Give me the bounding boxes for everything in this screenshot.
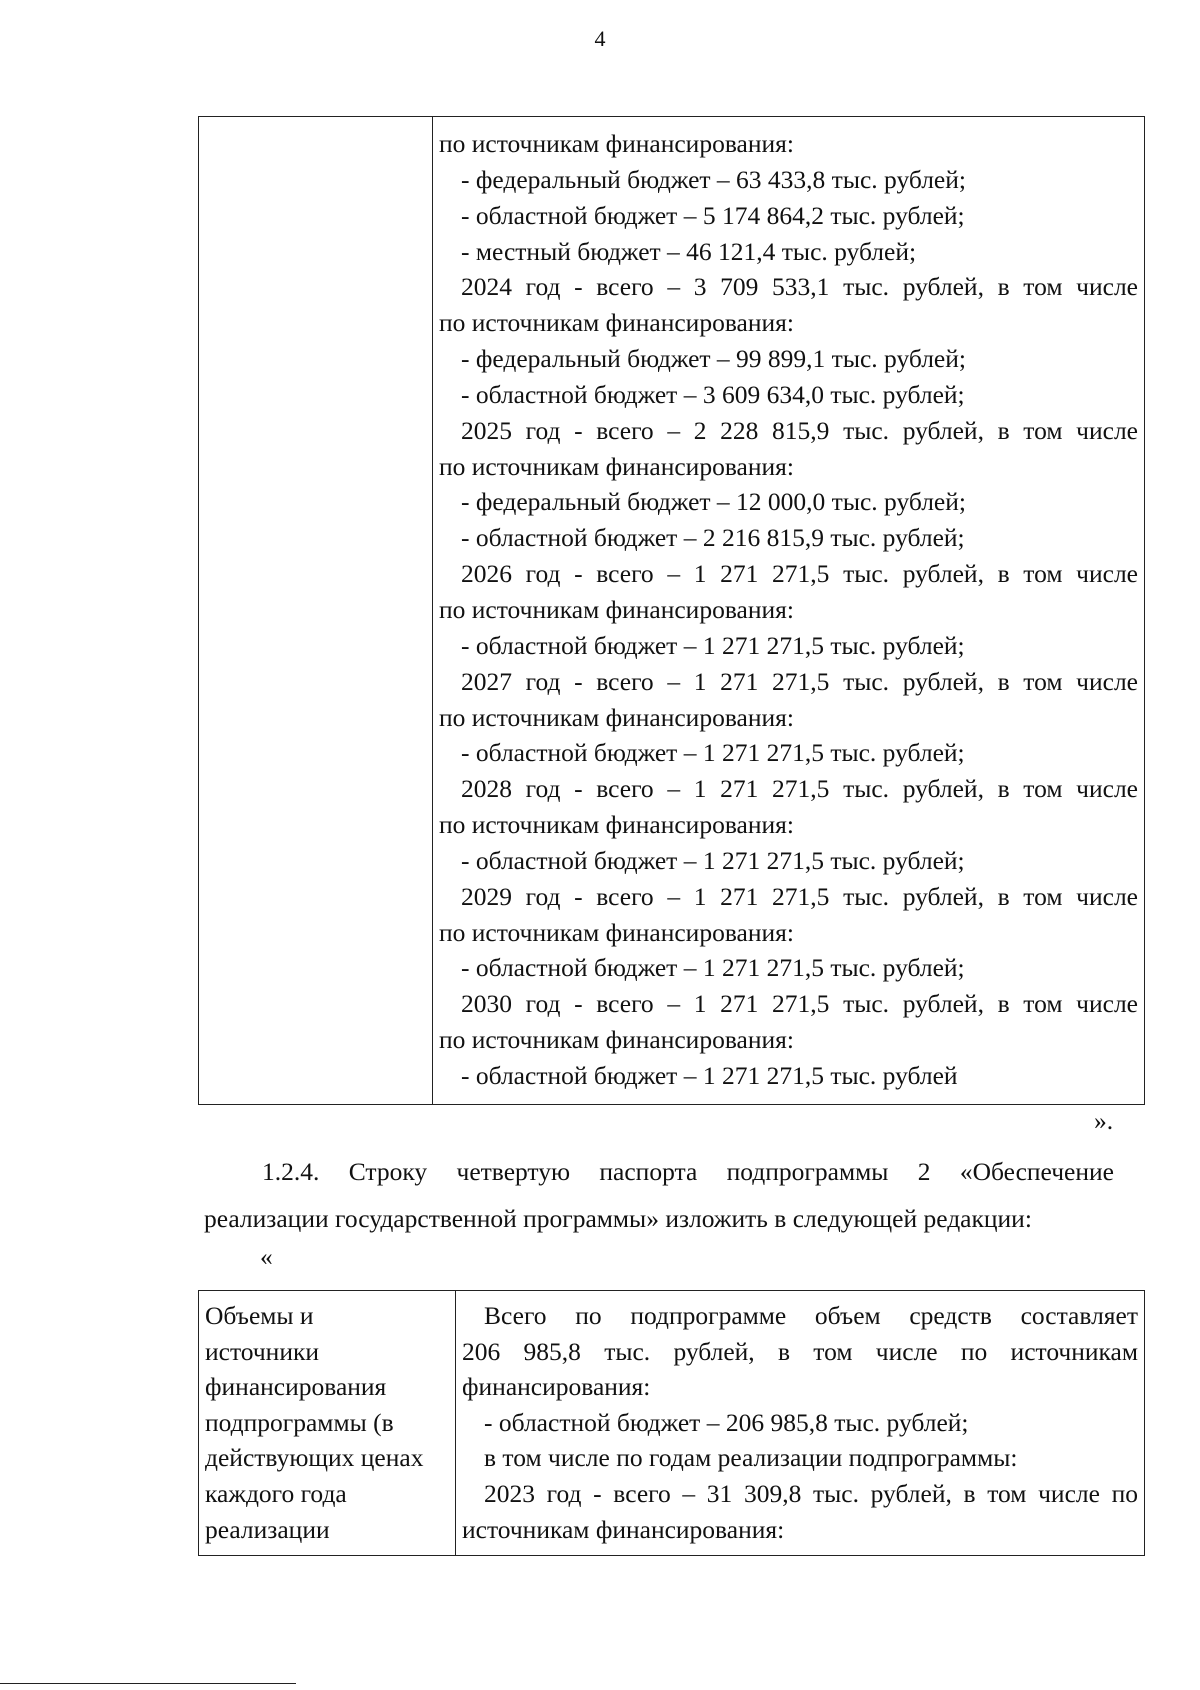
table-value-cell: [456, 1291, 1145, 1556]
financing-line: 2027 год - всего – 1 271 271,5 тыс. рублей, в том числе: [461, 666, 1138, 696]
row-label: [205, 1298, 451, 1547]
table-value-cell: [433, 117, 1145, 1105]
financing-line: по источникам финансирования:: [439, 451, 794, 481]
financing-line: - областной бюджет – 3 609 634,0 тыс. рублей;: [461, 379, 965, 409]
value-line: - областной бюджет – 206 985,8 тыс. рублей;: [484, 1407, 969, 1437]
financing-line: по источникам финансирования:: [439, 702, 794, 732]
page-number: 4: [594, 26, 606, 51]
financing-line: 2030 год - всего – 1 271 271,5 тыс. рублей, в том числе: [461, 989, 1138, 1019]
label-line: источники: [205, 1336, 320, 1366]
financing-line: 2025 год - всего – 2 228 815,9 тыс. рублей, в том числе: [461, 415, 1138, 445]
financing-line: - местный бюджет – 46 121,4 тыс. рублей;: [461, 236, 917, 266]
table-row: [199, 117, 1145, 1105]
opening-quote: «: [260, 1242, 273, 1271]
financing-line: по источникам финансирования:: [439, 129, 794, 158]
subprogram-passport-table: [198, 1290, 1145, 1556]
financing-line: по источникам финансирования:: [439, 1025, 794, 1055]
label-line: Объемы и: [205, 1301, 314, 1330]
financing-table-continued: [198, 116, 1145, 1105]
value-line: в том числе по годам реализации подпрограммы:: [484, 1443, 1018, 1473]
paragraph-line: реализации государственной программы» изложить в следующей редакции:: [204, 1204, 1032, 1233]
value-line: 2023 год - всего – 31 309,8 тыс. рублей, в том числе по: [484, 1478, 1138, 1508]
financing-line: по источникам финансирования:: [439, 810, 794, 840]
financing-line: 2026 год - всего – 1 271 271,5 тыс. рублей, в том числе: [461, 559, 1138, 589]
financing-line: 2029 год - всего – 1 271 271,5 тыс. рублей, в том числе: [461, 881, 1138, 911]
label-line: подпрограммы (в: [205, 1407, 394, 1437]
label-line: реализации: [205, 1514, 330, 1544]
table-label-cell: [199, 1291, 456, 1556]
value-line: финансирования:: [462, 1372, 651, 1402]
table-row: [199, 1291, 1145, 1556]
financing-line: - областной бюджет – 5 174 864,2 тыс. рублей;: [461, 200, 965, 230]
financing-lines: [439, 126, 1138, 1094]
financing-line: по источникам финансирования:: [439, 308, 794, 338]
footer-rule: [0, 1683, 296, 1684]
label-line: действующих ценах: [205, 1443, 424, 1473]
value-line: 206 985,8 тыс. рублей, в том числе по источникам: [462, 1336, 1138, 1366]
financing-line: - областной бюджет – 1 271 271,5 тыс. рублей;: [461, 630, 965, 660]
financing-line: - федеральный бюджет – 63 433,8 тыс. рублей;: [461, 164, 966, 194]
value-line: Всего по подпрограмме объем средств составляет: [484, 1301, 1138, 1330]
financing-line: - областной бюджет – 1 271 271,5 тыс. рублей;: [461, 953, 965, 983]
financing-line: 2024 год - всего – 3 709 533,1 тыс. рублей, в том числе: [461, 272, 1138, 302]
financing-line: - федеральный бюджет – 99 899,1 тыс. рублей;: [461, 344, 966, 374]
table-label-cell-empty: [199, 117, 433, 1105]
financing-line: - областной бюджет – 1 271 271,5 тыс. рублей: [461, 1060, 958, 1090]
financing-line: - федеральный бюджет – 12 000,0 тыс. рублей;: [461, 487, 966, 517]
label-line: каждого года: [205, 1478, 347, 1508]
financing-line: по источникам финансирования:: [439, 594, 794, 624]
paragraph-line: 1.2.4. Строку четвертую паспорта подпрограммы 2 «Обеспечение: [262, 1157, 1114, 1186]
financing-line: - областной бюджет – 1 271 271,5 тыс. рублей;: [461, 738, 965, 768]
financing-line: по источникам финансирования:: [439, 917, 794, 947]
label-line: финансирования: [205, 1372, 387, 1402]
financing-line: - областной бюджет – 1 271 271,5 тыс. рублей;: [461, 845, 965, 875]
financing-line: 2028 год - всего – 1 271 271,5 тыс. рублей, в том числе: [461, 774, 1138, 804]
amendment-paragraph: [204, 1148, 1114, 1242]
row-value: [462, 1298, 1138, 1547]
financing-line: - областной бюджет – 2 216 815,9 тыс. рублей;: [461, 523, 965, 553]
closing-quote: ».: [1094, 1106, 1114, 1135]
value-line: источникам финансирования:: [462, 1514, 785, 1544]
